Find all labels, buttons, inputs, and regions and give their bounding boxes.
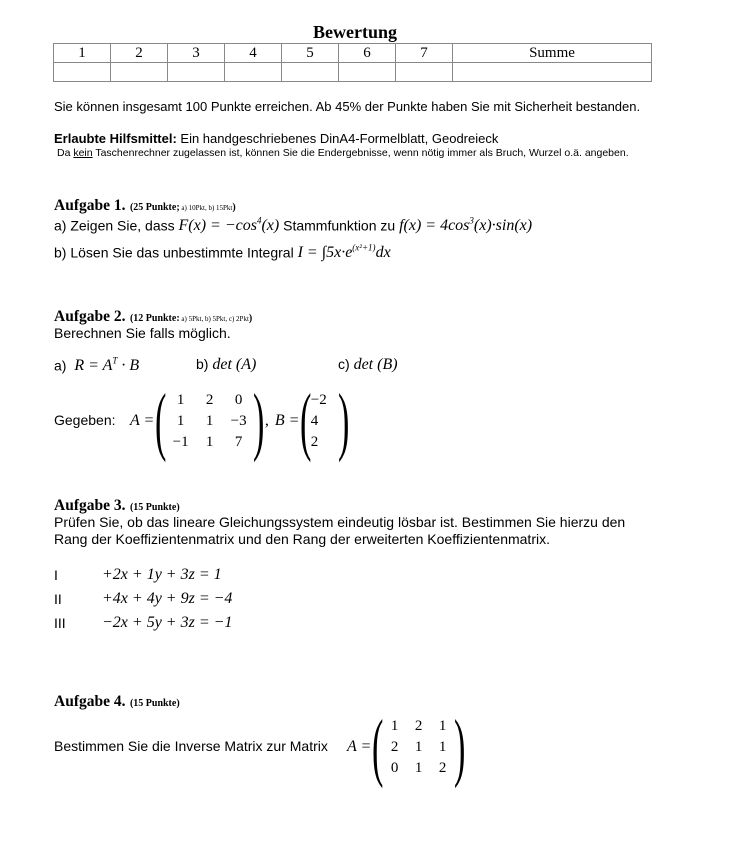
grade-col-1: 1 bbox=[54, 44, 111, 63]
formula-F-exp: 4 bbox=[256, 216, 262, 226]
equation-label-1: I bbox=[54, 567, 58, 583]
matrix-cell: 0 bbox=[234, 391, 243, 408]
matrix-cell: 2 bbox=[205, 391, 214, 408]
aids-label: Erlaubte Hilfsmittel: bbox=[54, 131, 177, 146]
task-4-heading bbox=[54, 693, 180, 711]
right-paren-icon: ) bbox=[252, 379, 264, 463]
task-1-part-a bbox=[54, 216, 532, 235]
task-3-title: Aufgabe 3. bbox=[54, 497, 126, 514]
grade-cell bbox=[396, 63, 453, 82]
equation-2: +4x + 4y + 9z = −4 bbox=[102, 590, 233, 607]
task-2-heading bbox=[54, 308, 252, 326]
task-1-points-detail: a) 10Pkt, b) 15Pkt bbox=[179, 204, 233, 212]
right-paren-icon: ) bbox=[337, 379, 350, 463]
calc-note-kein: kein bbox=[73, 147, 93, 159]
right-paren-icon: ) bbox=[453, 705, 465, 789]
grade-cell bbox=[339, 63, 396, 82]
task-3-heading bbox=[54, 497, 180, 515]
vector-cell: −2 bbox=[310, 391, 327, 408]
grade-col-5: 5 bbox=[282, 44, 339, 63]
integral: I = ∫5x·e bbox=[297, 244, 353, 262]
matrix-cell: 1 bbox=[176, 412, 185, 429]
grade-table bbox=[53, 43, 652, 82]
matrix-cell: −3 bbox=[230, 412, 247, 429]
matrix-cell: 2 bbox=[438, 759, 447, 776]
formula-F: F(x) = −cos bbox=[178, 217, 257, 235]
grade-col-summe: Summe bbox=[453, 44, 652, 63]
matrix-A-label: A = bbox=[347, 738, 372, 755]
task-2-part-c bbox=[338, 356, 398, 374]
page-title: Bewertung bbox=[313, 22, 397, 42]
calculator-note bbox=[57, 147, 629, 159]
matrix-cell: 0 bbox=[390, 759, 399, 776]
task-1b-text: b) Lösen Sie das unbestimmte Integral bbox=[54, 244, 298, 261]
grade-col-7: 7 bbox=[396, 44, 453, 63]
task-2-part-b bbox=[196, 356, 256, 374]
matrix-cell: 1 bbox=[438, 738, 447, 755]
task-4-matrix-A bbox=[347, 705, 465, 789]
equation-1: +2x + 1y + 3z = 1 bbox=[102, 566, 222, 583]
task-1-title: Aufgabe 1. bbox=[54, 197, 126, 214]
task-1-points: (25 Punkte; bbox=[129, 202, 180, 213]
task-1-part-b bbox=[54, 243, 391, 262]
matrix-cell: 7 bbox=[234, 433, 243, 450]
vector-cell: 4 bbox=[310, 412, 319, 429]
grade-cell-summe bbox=[453, 63, 652, 82]
equation-label-2: II bbox=[54, 591, 62, 607]
equation-label-3: III bbox=[54, 615, 66, 631]
task-2a-formula bbox=[74, 357, 139, 374]
aids-line bbox=[54, 131, 498, 146]
matrix-cell: 1 bbox=[414, 738, 423, 755]
task-1a-text: a) Zeigen Sie, dass bbox=[54, 217, 179, 234]
vector-B-grid bbox=[311, 392, 339, 451]
matrix-A-grid bbox=[383, 718, 455, 777]
integral-exp: (x²+1) bbox=[352, 243, 376, 253]
calc-note-pre: Da bbox=[57, 147, 74, 159]
matrix-cell: 1 bbox=[205, 412, 214, 429]
grade-col-3: 3 bbox=[168, 44, 225, 63]
task-2c-label: c) bbox=[338, 356, 350, 372]
grade-col-6: 6 bbox=[339, 44, 396, 63]
matrix-cell: 1 bbox=[176, 391, 185, 408]
left-paren-icon: ( bbox=[155, 379, 167, 463]
matrix-cell: 1 bbox=[205, 433, 214, 450]
grade-cell bbox=[54, 63, 111, 82]
grade-table-header-row bbox=[54, 44, 652, 63]
matrix-cell: 1 bbox=[438, 717, 447, 734]
grade-cell bbox=[225, 63, 282, 82]
task-3-instruction-1: Prüfen Sie, ob das lineare Gleichungssystem eindeutig lösbar ist. Bestimmen Sie hierzu den bbox=[54, 514, 626, 530]
grade-table-score-row bbox=[54, 63, 652, 82]
matrix-cell: 1 bbox=[390, 717, 399, 734]
task-3-points: (15 Punkte) bbox=[129, 502, 180, 513]
task-2-given-label: Gegeben: bbox=[54, 412, 116, 428]
matrix-A-grid bbox=[166, 392, 254, 451]
task-1-points-close: ) bbox=[232, 202, 236, 213]
left-paren-icon: ( bbox=[300, 379, 312, 463]
formula-R: R = A bbox=[74, 357, 113, 375]
grade-cell bbox=[111, 63, 168, 82]
task-2b-label: b) bbox=[196, 356, 209, 372]
task-1b-formula bbox=[298, 244, 391, 261]
task-2-title: Aufgabe 2. bbox=[54, 308, 126, 325]
grade-cell bbox=[168, 63, 225, 82]
task-2a-label: a) bbox=[54, 357, 67, 374]
task-4-title: Aufgabe 4. bbox=[54, 693, 126, 710]
task-4-points: (15 Punkte) bbox=[129, 698, 180, 709]
matrix-cell: 2 bbox=[390, 738, 399, 755]
matrix-A-label: A = bbox=[130, 412, 155, 429]
task-2c-formula: det (B) bbox=[353, 356, 398, 373]
formula-f-end: (x)·sin(x) bbox=[473, 217, 533, 235]
formula-R-end: · B bbox=[117, 357, 140, 375]
calc-note-post: Taschenrechner zugelassen ist, können Sie die Endergebnisse, wenn nötig immer als Bruch, Wurzel o.ä. angeben. bbox=[92, 147, 629, 159]
task-1a-formula-F bbox=[179, 217, 280, 234]
task-2-part-a bbox=[54, 356, 139, 375]
task-2-points-detail: a) 5Pkt, b) 5Pkt, c) 2Pkt bbox=[179, 315, 249, 323]
matrix-cell: 1 bbox=[414, 759, 423, 776]
task-3-instruction-2: Rang der Koeffizientenmatrix und den Rang der erweiterten Koeffizientenmatrix. bbox=[54, 531, 550, 547]
integral-end: dx bbox=[375, 244, 391, 262]
vector-cell: 2 bbox=[310, 433, 319, 450]
task-1-heading bbox=[54, 197, 236, 215]
matrix-cell: −1 bbox=[172, 433, 189, 450]
grade-col-2: 2 bbox=[111, 44, 168, 63]
aids-text: Ein handgeschriebenes DinA4-Formelblatt, Geodreieck bbox=[176, 131, 499, 146]
left-paren-icon: ( bbox=[372, 705, 384, 789]
task-2-points: (12 Punkte: bbox=[129, 313, 180, 324]
formula-R-exp: T bbox=[112, 356, 118, 366]
task-1a-formula-f bbox=[399, 217, 532, 234]
formula-f-exp: 3 bbox=[469, 216, 474, 226]
equation-3: −2x + 5y + 3z = −1 bbox=[102, 614, 233, 631]
task-2-points-close: ) bbox=[248, 313, 253, 324]
vector-B-label: B = bbox=[274, 412, 300, 429]
task-2-instruction: Berechnen Sie falls möglich. bbox=[54, 325, 231, 341]
task-1a-mid: Stammfunktion zu bbox=[279, 217, 400, 234]
task-4-instruction: Bestimmen Sie die Inverse Matrix zur Matrix bbox=[54, 738, 328, 754]
grade-col-4: 4 bbox=[225, 44, 282, 63]
formula-f: f(x) = 4cos bbox=[399, 217, 470, 235]
task-2-matrix-A bbox=[130, 379, 350, 463]
points-note: Sie können insgesamt 100 Punkte erreichen. Ab 45% der Punkte haben Sie mit Sicherheit bestanden. bbox=[54, 99, 641, 114]
separator: , bbox=[264, 412, 269, 429]
matrix-cell: 2 bbox=[414, 717, 423, 734]
formula-F-end: (x) bbox=[261, 217, 280, 235]
grade-cell bbox=[282, 63, 339, 82]
task-2b-formula: det (A) bbox=[212, 356, 257, 373]
